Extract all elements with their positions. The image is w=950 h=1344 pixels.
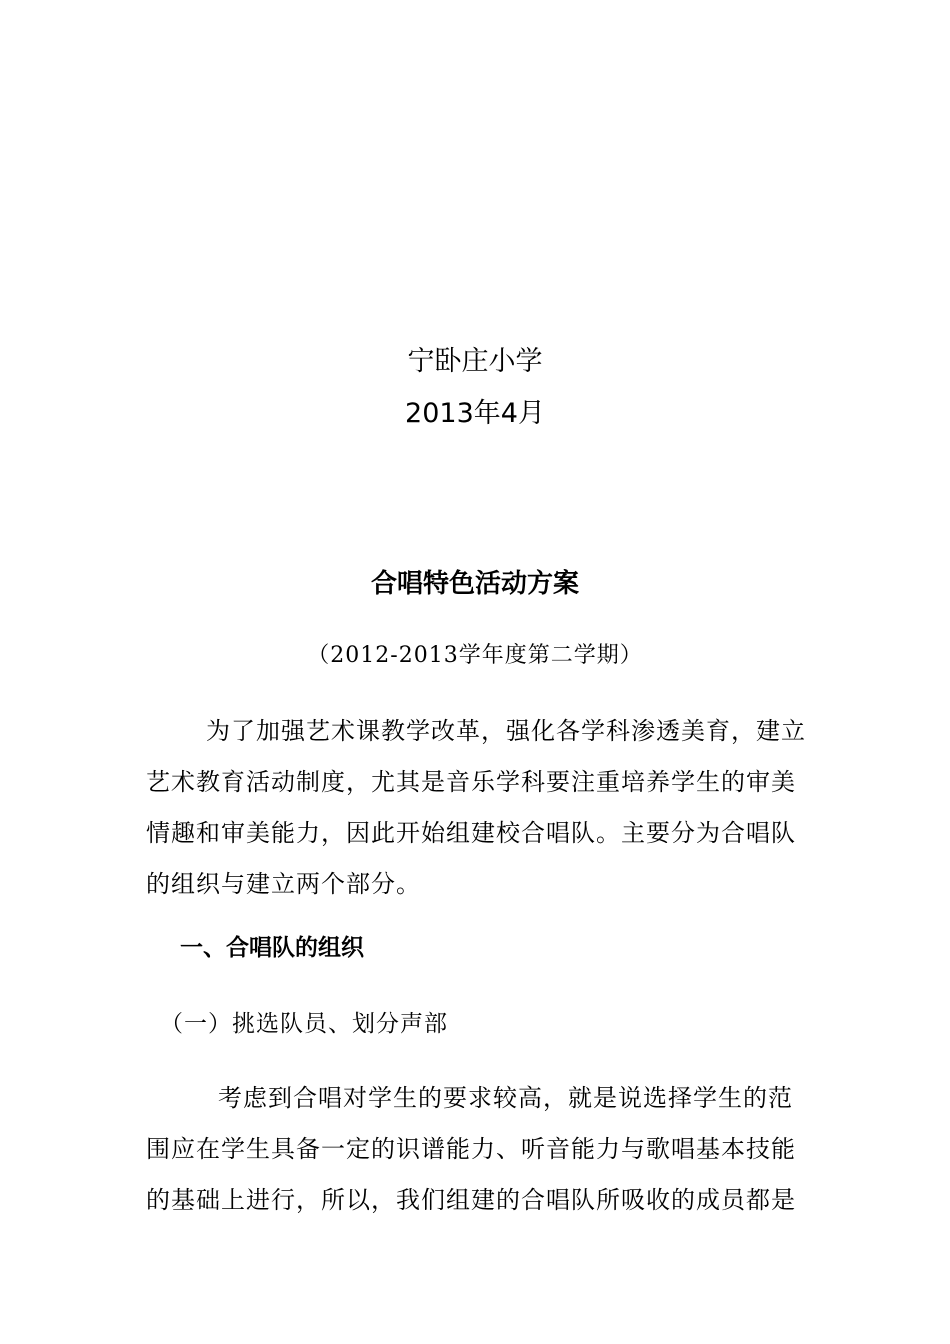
school-name: 宁卧庄小学 xyxy=(407,346,543,377)
paragraph-line: 的基础上进行，所以，我们组建的合唱队所吸收的成员都是 xyxy=(146,1186,796,1214)
paragraph-line: 的组织与建立两个部分。 xyxy=(146,870,421,898)
document-title: 合唱特色活动方案 xyxy=(370,569,579,599)
section-heading: 一、合唱队的组织 xyxy=(180,935,364,961)
paragraph-line: 艺术教育活动制度，尤其是音乐学科要注重培养学生的审美 xyxy=(146,768,796,796)
intro-paragraph xyxy=(146,706,808,910)
subsection-paragraph xyxy=(146,1073,808,1226)
document-subtitle: （2012-2013学年度第二学期） xyxy=(307,643,643,668)
paragraph-line: 考虑到合唱对学生的要求较高，就是说选择学生的范 xyxy=(218,1084,793,1112)
subsection-heading: （一）挑选队员、划分声部 xyxy=(160,1011,448,1037)
paragraph-line: 围应在学生具备一定的识谱能力、听音能力与歌唱基本技能 xyxy=(146,1135,796,1163)
paragraph-line: 情趣和审美能力，因此开始组建校合唱队。主要分为合唱队 xyxy=(146,819,796,847)
document-date: 2013年4月 xyxy=(405,398,545,429)
paragraph-line: 为了加强艺术课教学改革，强化各学科渗透美育，建立 xyxy=(206,717,806,745)
